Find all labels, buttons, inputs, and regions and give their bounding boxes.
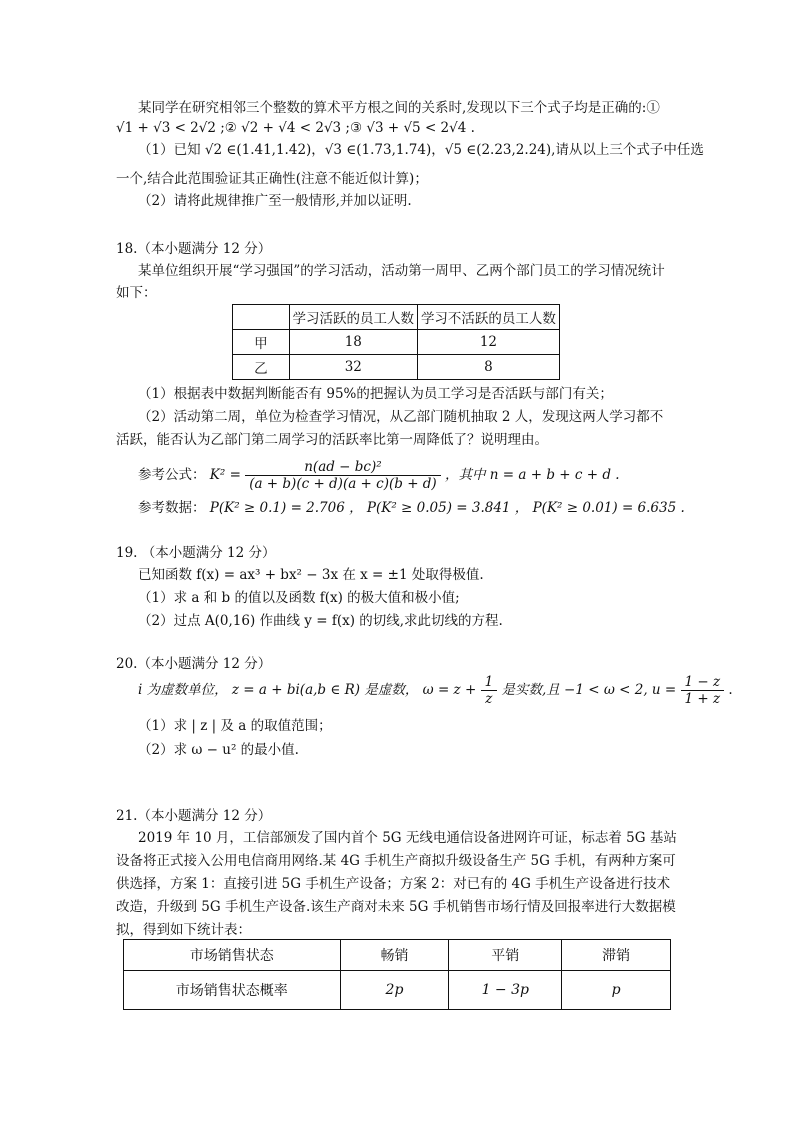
formula-numerator: n(ad − bc)² (245, 459, 441, 476)
q21-line5: 拟，得到如下统计表： (116, 922, 251, 938)
u-denominator: 1 + z (684, 691, 721, 707)
q20-intro-a: i 为虚数单位， z = a + bi(a,b ∈ R) 是虚数， ω = z + (138, 682, 477, 698)
table-header-cell: 市场销售状态 (124, 940, 341, 971)
formula-fraction (245, 459, 441, 492)
u-numerator: 1 − z (681, 674, 725, 691)
u-fraction (681, 674, 725, 707)
table-cell: 甲 (233, 330, 290, 355)
q18-reference-data (138, 498, 685, 518)
table-row (233, 330, 560, 355)
table-row (233, 355, 560, 380)
q17-part1-line1: （1）已知 √2 ∈(1.41,1.42)，√3 ∈(1.73,1.74)，√5 ∈(2.23,2.24),请从以上三个式子中任选 (138, 142, 704, 158)
q19-part2: （2）过点 A(0,16) 作曲线 y = f(x) 的切线,求此切线的方程. (138, 613, 503, 629)
table-cell: 乙 (233, 355, 290, 380)
formula-tail: ，其中 n = a + b + c + d . (445, 467, 620, 483)
table-header-cell: 学习不活跃的员工人数 (417, 305, 559, 330)
omega-numerator: 1 (481, 674, 498, 691)
q18-intro-line1: 某单位组织开展“学习强国”的学习活动，活动第一周甲、乙两个部门员工的学习情况统计 (138, 263, 665, 279)
q21-line4: 改造，升级到 5G 手机生产设备.该生产商对未来 5G 手机销售市场行情及回报率进行大数据模 (116, 899, 676, 915)
table-cell: 18 (289, 330, 417, 355)
table-header-row (233, 305, 560, 330)
formula-label: 参考公式： (138, 467, 206, 483)
q21-line3: 供选择，方案 1：直接引进 5G 手机生产设备；方案 2：对已有的 4G 手机生产设备进行技术 (116, 876, 671, 892)
q19-header: 19. （本小题满分 12 分） (116, 545, 276, 561)
table-cell: p (562, 971, 671, 1010)
q17-intro-line1: 某同学在研究相邻三个整数的算术平方根之间的关系时,发现以下三个式子均是正确的:① (138, 100, 660, 116)
q20-part1: （1）求 | z | 及 a 的取值范围； (138, 718, 332, 734)
q17-intro-line2: √1 + √3 < 2√2 ;② √2 + √4 < 2√3 ;③ √3 + √5 < 2√4 . (116, 120, 475, 136)
table-header-cell: 学习活跃的员工人数 (289, 305, 417, 330)
q21-line2: 设备将正式接入公用电信商用网络.某 4G 手机生产商拟升级设备生产 5G 手机，有两种方案可 (116, 853, 676, 869)
q18-formula (138, 458, 620, 492)
formula-denominator: (a + b)(c + d)(a + c)(b + d) (249, 476, 437, 492)
q20-intro (138, 672, 733, 708)
q17-part2: （2）请将此规律推广至一般情形,并加以证明. (138, 193, 412, 209)
q20-intro-c: . (728, 682, 733, 698)
q19-intro: 已知函数 f(x) = ax³ + bx² − 3x 在 x = ±1 处取得极值. (138, 567, 484, 583)
q18-part2-line1: （2）活动第二周，单位为检查学习情况，从乙部门随机抽取 2 人，发现这两人学习都不 (138, 409, 664, 425)
q21-line1: 2019 年 10 月，工信部颁发了国内首个 5G 无线电通信设备进网许可证，标志着 5G 基站 (138, 830, 677, 846)
q18-data-table (232, 304, 560, 380)
q20-part2: （2）求 ω − u² 的最小值. (138, 742, 299, 758)
table-cell: 12 (417, 330, 559, 355)
table-cell: 2p (340, 971, 449, 1010)
table-header-cell: 畅销 (340, 940, 449, 971)
table-cell: 32 (289, 355, 417, 380)
q18-part2-line2: 活跃，能否认为乙部门第二周学习的活跃率比第一周降低了？说明理由。 (116, 432, 548, 448)
table-header-cell: 滞销 (562, 940, 671, 971)
q21-header: 21.（本小题满分 12 分） (116, 808, 272, 824)
data-label: 参考数据： (138, 500, 206, 516)
table-header-cell: 平销 (449, 940, 562, 971)
q21-probability-table (123, 939, 671, 1010)
q17-part1-line2: 一个,结合此范围验证其正确性(注意不能近似计算)； (116, 171, 428, 187)
table-cell: 8 (417, 355, 559, 380)
q20-header: 20.（本小题满分 12 分） (116, 656, 272, 672)
q18-intro-line2: 如下： (116, 285, 157, 301)
table-cell: 1 − 3p (449, 971, 562, 1010)
q19-part1: （1）求 a 和 b 的值以及函数 f(x) 的极大值和极小值; (138, 590, 460, 606)
table-header-row (124, 940, 671, 971)
table-row (124, 971, 671, 1010)
q18-header: 18.（本小题满分 12 分） (116, 241, 272, 257)
omega-fraction (481, 674, 498, 707)
omega-denominator: z (485, 691, 493, 707)
formula-lhs: K² = (209, 467, 241, 483)
table-cell: 市场销售状态概率 (124, 971, 341, 1010)
table-header-cell (233, 305, 290, 330)
data-values: P(K² ≥ 0.1) = 2.706 ， P(K² ≥ 0.05) = 3.841 ， P(K² ≥ 0.01) = 6.635 . (209, 500, 685, 516)
q18-part1: （1）根据表中数据判断能否有 95%的把握认为员工学习是否活跃与部门有关； (138, 386, 613, 402)
q20-intro-b: 是实数,且 −1 < ω < 2, u = (501, 682, 677, 698)
